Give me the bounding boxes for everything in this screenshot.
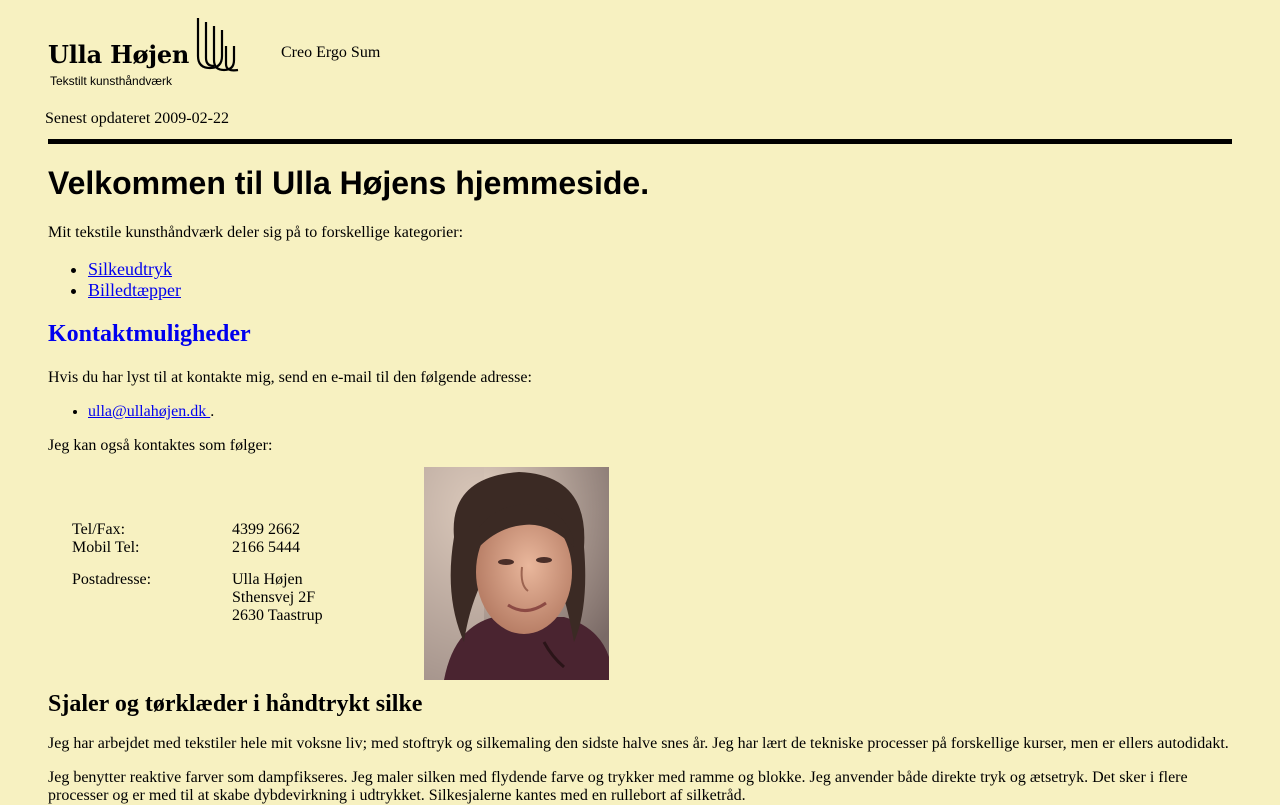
mobile-value: 2166 5444 xyxy=(232,539,300,556)
silk-paragraph-1: Jeg har arbejdet med tekstiler hele mit voksne liv; med stoftryk og silkemaling den sidste halve snes år. Jeg har lært de tekniske processer på forskellige kurser, men er ellers autodidakt. xyxy=(48,735,1229,752)
contact-intro: Hvis du har lyst til at kontakte mig, send en e-mail til den følgende adresse: xyxy=(48,369,532,386)
link-billedtaepper[interactable]: Billedtæpper xyxy=(88,280,181,300)
site-motto: Creo Ergo Sum xyxy=(281,44,381,61)
portrait-photo xyxy=(424,467,609,680)
page-title: Velkommen til Ulla Højens hjemmeside. xyxy=(48,165,650,201)
site-logo xyxy=(48,16,248,92)
list-item xyxy=(88,403,214,421)
address-name: Ulla Højen xyxy=(232,571,303,588)
silk-heading: Sjaler og tørklæder i håndtrykt silke xyxy=(48,691,423,717)
monogram-icon xyxy=(194,16,242,74)
also-contact-text: Jeg kan også kontaktes som følger: xyxy=(48,437,273,454)
table-row xyxy=(70,589,325,607)
list-item xyxy=(88,259,181,280)
table-spacer xyxy=(70,557,325,571)
list-item xyxy=(88,280,181,301)
category-list xyxy=(48,259,181,301)
logo-name: Ulla Højen xyxy=(48,40,190,69)
table-row xyxy=(70,521,325,539)
contact-table xyxy=(70,521,325,625)
contact-heading: Kontaktmuligheder xyxy=(48,321,251,347)
intro-text: Mit tekstile kunsthåndværk deler sig på to forskellige kategorier: xyxy=(48,224,464,241)
email-list xyxy=(48,403,214,421)
table-row xyxy=(70,607,325,625)
phone-value: 4399 2662 xyxy=(232,521,300,538)
last-updated: Senest opdateret 2009-02-22 xyxy=(45,110,229,127)
phone-label: Tel/Fax: xyxy=(72,521,126,538)
portrait-icon xyxy=(424,467,609,680)
address-label: Postadresse: xyxy=(72,571,152,588)
header-divider xyxy=(48,139,1232,144)
email-suffix: . xyxy=(210,403,215,420)
address-street: Sthensvej 2F xyxy=(232,589,316,606)
logo-subtitle: Tekstilt kunsthåndværk xyxy=(50,74,173,88)
link-silkeudtryk[interactable]: Silkeudtryk xyxy=(88,259,172,279)
silk-paragraph-2: Jeg benytter reaktive farver som dampfikseres. Jeg maler silken med flydende farve og trykker med ramme og blokke. Jeg anvender både direkte tryk og ætsetryk. Det sker i flere processer og er med til at skabe dybdevirkning i udtrykket. Silkesjalerne kantes med en rullebort af silketråd. xyxy=(48,769,1188,804)
mobile-label: Mobil Tel: xyxy=(72,539,140,556)
email-link[interactable]: ulla@ullahøjen.dk xyxy=(88,403,211,420)
table-row xyxy=(70,539,325,557)
address-city: 2630 Taastrup xyxy=(232,607,323,624)
table-row xyxy=(70,571,325,589)
